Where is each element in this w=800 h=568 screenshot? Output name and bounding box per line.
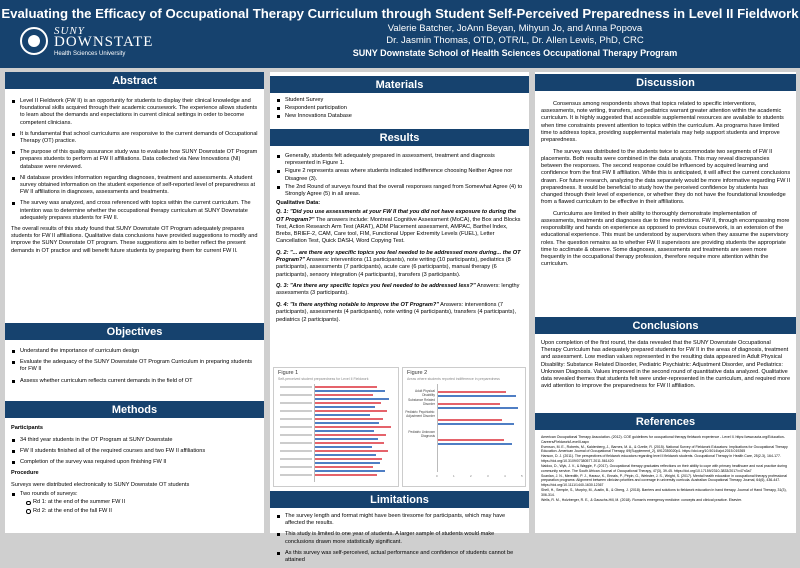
- figure-2-tick: 3: [487, 474, 489, 478]
- procedure-label: Procedure: [11, 470, 39, 477]
- abstract-bullet: It is fundamental that school curriculums are responsive to the current demands of Occupational Therapy (OT) practice.: [11, 131, 259, 145]
- figure-1-bar: [315, 446, 372, 448]
- participant-item: 34 third year students in the OT Program at SUNY Downstate: [11, 437, 259, 444]
- figure-2-tick: 2: [470, 474, 472, 478]
- figure-1-bar: [315, 394, 373, 396]
- methods-body: [11, 425, 259, 516]
- participant-item: FW II students finished all of the required courses and two FW II affiliations: [11, 448, 259, 455]
- discussion-heading: Discussion: [535, 74, 796, 91]
- institution: SUNY Downstate School of Health Sciences Occupational Therapy Program: [352, 48, 678, 58]
- material-item: Respondent participation: [276, 105, 524, 112]
- abstract-body: [11, 98, 259, 259]
- result-item: The 2nd Round of surveys found that the overall responses ranged from Somewhat Agree (4) to Strongly Agree (5) in all areas.: [276, 184, 524, 198]
- authors-line-2: Dr. Jasmin Thomas, OTD, OTR/L, Dr. Allen Lewis, PhD, CRC: [386, 35, 644, 46]
- figure-1-bar: [315, 470, 385, 472]
- abstract-bullet: The purpose of this quality assurance study was to evaluate how SUNY Downstate OT Program prepares students to perform at FW II affiliations. Data collected via New Innovations (NI) database were reviewed.: [11, 149, 259, 171]
- figure-1-bar: [315, 418, 383, 420]
- material-item: Student Survey: [276, 97, 524, 104]
- answer-1-text: The answers include: Montreal Cognitive Assessment (MoCA), the Box and Blocks Test, Action Research Arm Test (ARAT), ADM Placement assessment, AMPAC, Barthel Index, Brebs, BRIEF-2, CAM, Care tool, FIM, Functional Upper Extremity Levels (FUEL), Letter Cancellation Test, Quick DASH, Word Copying Test.: [276, 216, 521, 245]
- figure-2-title: Figure 2: [407, 370, 428, 376]
- question-3: [276, 283, 524, 297]
- result-item: Figure 2 represents areas where students indicated indifference choosing Neither Agree nor Disagree (3).: [276, 168, 524, 182]
- objective-item: Assess whether curriculum reflects current demands in the field of OT: [11, 378, 259, 385]
- limitation-item: As this survey was self-perceived, actual performance and confidence of students cannot be attained: [276, 550, 524, 564]
- figure-2-bar: [438, 419, 502, 421]
- objectives-heading: Objectives: [5, 323, 264, 340]
- authors-line-1: Valerie Batcher, JoAnn Beyan, Mihyun Jo, and Anna Popova: [387, 23, 643, 34]
- limitation-item: This study is limited to one year of students. A larger sample of students would make conclusions drawn more statistically significant.: [276, 531, 524, 545]
- answer-3-text: Answers: lengthy assessments (3 participants).: [276, 283, 520, 297]
- discussion-paragraph: Consensus among respondents shows that topics related to specific interventions, assessments, note writing, transfers, and pediatrics warrant greater attention within the academic curriculum. It is highly suggested that accessible supplemental resources are available to students when time constraints prevent attention to topics within the curriculum. As programs have limited time to address topics, providing supplemental materials may help support students and improve preparedness.: [541, 101, 784, 144]
- abstract-closing: The overall results of this study found that SUNY Downstate OT Program adequately prepares students for FW II affiliations. Qualitative data conclusions have provided suggestions to modify and improve the SUNY Downstate OT program. These suggestions aim to better reflect the present demands in OT practice and will benefit future students by preparing them for current FW II.: [11, 226, 258, 254]
- discussion-body: [541, 101, 791, 273]
- figure-1-category-line: [280, 394, 312, 396]
- figure-1-bar: [315, 402, 381, 404]
- references-heading: References: [535, 413, 796, 430]
- figure-2: [402, 367, 526, 487]
- figure-1: [273, 367, 399, 487]
- question-2-text: Q. 2: "... are there any specific topics you feel needed to be addressed more during... the OT Program?": [276, 249, 521, 264]
- figure-1-bar: [315, 434, 386, 436]
- figure-1-category-line: [280, 474, 312, 476]
- middle-column: [270, 72, 529, 564]
- figure-1-bar: [315, 438, 378, 440]
- figure-2-bar: [438, 407, 518, 409]
- figure-1-bar: [315, 410, 387, 412]
- figure-1-category-line: [280, 386, 312, 388]
- reference-item: Evenson, M. E., Roberts, M., Kaldenberg, J., Barnes, M. A., & Ozelie, R. (2015). National Survey of Fieldwork Educators: Implications for Occupational Therapy Education. American Journal of Occupational Therapy, 69(Supplement_2), 6912350020p1. https://doi.org/10.5014/ajot.2015.019265: [541, 444, 788, 454]
- reference-item: Wells, R. M., Holzberger, R. E., & Gauschs-Hill, M. (2018). Roman's emergency medicine: concepts and clinical practice. Elsevier.: [541, 497, 742, 502]
- figure-2-bar: [438, 423, 514, 425]
- figure-2-category: Pediatric Unknown Diagnosis: [408, 430, 435, 438]
- logo-suny: SUNY: [54, 25, 85, 37]
- participants-label: Participants: [11, 425, 44, 431]
- figure-1-category-line: [280, 466, 312, 468]
- figure-1-bar: [315, 422, 379, 424]
- reference-item: Naidoo, D., Wyk, J. V., & Waggie, F. (2017). Occupational therapy graduates reflections on their ability to cope with primary healthcare and rural practice during community service. The South African Journal of Occupational Therapy, 47(3), 39-45. https://doi.org/10.17159/2310-3833/2017/v47n3a7: [541, 464, 787, 473]
- question-1: [276, 209, 524, 245]
- abstract-bullet: NI database provides information regarding diagnoses, treatment and assessments. A student survey obtained information on the student experience of self-reported level of preparedness at FW II affiliations in diagnoses, assessments and treatments.: [11, 175, 259, 197]
- figure-1-bar: [315, 462, 380, 464]
- logo-subtitle: Health Sciences University: [54, 51, 126, 57]
- reference-item: American Occupational Therapy Association. (2012). COE guidelines for occupational therapy fieldwork experience - Level II. https://www.aota.org/Education-Careers/Fieldwork/LevelII.aspx: [541, 435, 785, 444]
- figure-2-tick: 4: [504, 474, 506, 478]
- poster-header: [0, 0, 800, 68]
- limitations-body: [276, 513, 524, 568]
- figure-1-subtitle: Self-perceived student preparedness for Level II Fieldwork: [278, 377, 369, 381]
- figure-1-bar: [315, 406, 375, 408]
- qualitative-label: Qualitative Data:: [276, 200, 321, 207]
- figure-1-bar: [315, 386, 377, 388]
- figure-1-bar: [315, 474, 377, 476]
- figure-1-bar: [315, 430, 374, 432]
- figure-1-bar: [315, 454, 376, 456]
- figure-2-category: Substance Related Disorder: [408, 398, 435, 406]
- conclusions-body: [541, 340, 791, 395]
- discussion-paragraph: The survey was distributed to the students twice to accommodate two segments of FW II placements. Both results were combined in the data analysis. This may reveal discrepancies between the responses. The second response could be influenced by acquired learning and confidence from the first FW II affiliation. While this is anticipated, it will affect the current conclusions drawn. For future research, analyzing the data separately would be more informative regarding FW II preparedness. It would be beneficial to study how the perceived confidence by students has changed through their level of experience, or whether they do not have the foundational knowledge from a flawed curriculum to be effective in their affiliations.: [541, 148, 791, 206]
- figure-1-bar: [315, 466, 373, 468]
- figure-2-bar: [438, 391, 506, 393]
- figure-2-category: Adult Physical Disability: [414, 389, 435, 397]
- figure-1-category-line: [280, 458, 312, 460]
- figure-2-axis: [437, 384, 438, 472]
- question-3-text: Q. 3: "Are there any specific topics you feel needed to be addressed less?": [276, 283, 476, 290]
- figure-1-bar: [315, 426, 391, 428]
- figure-2-tick: 0: [436, 474, 438, 478]
- seal-icon: [20, 27, 48, 55]
- conclusions-text: Upon completion of the first round, the data revealed that the SUNY Downstate Occupational Therapy Curriculum has adequately prepared students for FW II in the areas of diagnosis, treatment and assessment. Low median values represented in the resulting data appeared in Adult Physical Disability: Substance Related Disorder, Pediatric Psychiatric: Adjustment Disorder, and Pediatrics: Unknown Diagnosis. Values improved in the second round of quantitative data analyzed. Qualitative data revealed themes that students felt were under-represented in the curriculum, and required more avid attention to improve the preparedness for FW II affiliation.: [541, 340, 791, 390]
- figure-1-bar: [315, 458, 382, 460]
- figure-1-category-line: [280, 426, 312, 428]
- figure-2-bar: [438, 403, 500, 405]
- procedure-intro: Surveys were distributed electronically to SUNY Downstate OT students: [11, 482, 190, 489]
- result-item: Generally, students felt adequately prepared in assessment, treatment and diagnosis represented in Figure 1.: [276, 153, 524, 167]
- figure-1-category-line: [280, 418, 312, 420]
- question-1-text: Q. 1: "Did you use assessments at your FW II that you did not have exposure to during the OT Program?": [276, 209, 517, 223]
- answer-2-text: Answers: interventions (11 participants), note writing (10 participants), pediatrics (8 participants), assessments (7 participants), acute care (6 participants), manual therapy (6 participants), sensory integration (4 participants), transfers (3 participants).: [276, 257, 511, 278]
- materials-heading: Materials: [270, 76, 529, 93]
- question-4: [276, 302, 524, 324]
- figure-1-category-line: [280, 410, 312, 412]
- abstract-heading: Abstract: [5, 72, 264, 89]
- question-4-text: Q. 4: "Is there anything notable to improve the OT Program?": [276, 302, 439, 309]
- round-item: Rd 1: at the end of the summer FW II: [25, 499, 259, 506]
- figure-1-bar: [315, 442, 384, 444]
- objective-item: Understand the importance of curriculum design: [11, 348, 259, 355]
- question-2: [276, 250, 524, 279]
- figure-2-tick: 5: [521, 474, 523, 478]
- objectives-body: [11, 348, 259, 389]
- procedure-item: Two rounds of surveys:: [11, 491, 259, 498]
- figure-2-subtitle: Areas where students reported indifference in preparedness: [407, 377, 500, 381]
- figure-2-bar: [438, 439, 504, 441]
- abstract-bullet: Level II Fieldwork (FW II) is an opportunity for students to display their clinical knowledge and foundational skills acquired through their academic coursework. The experience allows students to learn about the demands and expectations in current clinical settings in order to become competent clinicians.: [11, 98, 259, 127]
- conclusions-heading: Conclusions: [535, 317, 796, 334]
- reference-item: Shell, H., Semple, S., Murphy, M., Austin, B., & Oberg, J. (2018). Barriers and solutions to fieldwork education in hand therapy. Journal of Hand Therapy, 31(3), 306-314.: [541, 488, 787, 497]
- participant-item: Completion of the survey was required upon finishing FW II: [11, 459, 259, 466]
- materials-body: [276, 97, 524, 122]
- figure-2-tick: 1: [453, 474, 455, 478]
- material-item: New Innovations Database: [276, 113, 524, 120]
- figure-1-bar: [315, 398, 389, 400]
- figure-2-bar: [438, 395, 516, 397]
- poster-title: Evaluating the Efficacy of Occupational Therapy Curriculum through Student Self-Perceived Preparedness in Level II Fieldwork: [1, 6, 799, 21]
- figure-1-bar: [315, 414, 370, 416]
- figure-1-category-line: [280, 434, 312, 436]
- objective-item: Evaluate the adequacy of the SUNY Downstate OT Program Curriculum in preparing students for FW II: [11, 359, 259, 373]
- methods-heading: Methods: [5, 401, 264, 418]
- figure-1-bar: [315, 390, 385, 392]
- results-body: [276, 153, 524, 328]
- reference-item: Hanson, D. J. (2011). The perspectives of fieldwork educators regarding level II fieldwork students. Occupational Therapy in Health Care, 25(2-3), 164-177. https://doi.org/10.3109/07380577.2011.561420: [541, 454, 781, 463]
- figure-2-category: Pediatric Psychiatric: Adjustment Disorder: [405, 410, 435, 418]
- limitations-heading: Limitations: [270, 491, 529, 508]
- limitation-item: The survey length and format might have been tiresome for participants, which may have affected the results.: [276, 513, 524, 527]
- logo-downstate: DOWNSTATE: [54, 34, 154, 50]
- figure-1-bar: [315, 450, 388, 452]
- figure-1-category-line: [280, 402, 312, 404]
- reference-item: Scanlan, J. N., Meredith, P. J., Haracz, K., Ennals, P., Pépin, G., Webster, J. S., Wright, S. (2017). Mental health education in occupational therapy professional preparation programs: Alignment between clinician priorities and coverage in university curricula. Australian Occupational Therapy Journal, 64(6), 436-447. https://doi.org/10.1111/1440-1630.12367: [541, 473, 788, 487]
- round-item: Rd 2: at the end of the fall FW II: [25, 508, 259, 515]
- university-logo: [20, 25, 170, 63]
- figure-1-category-line: [280, 442, 312, 444]
- results-heading: Results: [270, 129, 529, 146]
- abstract-bullet: The survey was analyzed, and cross referenced with topics within the current curriculum. The intention was to determine whether the occupational therapy curriculum at SUNY Downstate adequately prepares students for FW II.: [11, 200, 259, 222]
- right-column: [535, 72, 796, 533]
- figure-2-bar: [438, 443, 512, 445]
- figure-1-title: Figure 1: [278, 370, 299, 376]
- left-column: [5, 72, 264, 533]
- references-body: [541, 435, 791, 503]
- figure-1-category-line: [280, 450, 312, 452]
- discussion-paragraph: Curriculums are limited in their ability to thoroughly demonstrate implementation of assessments, treatments and diagnoses due to time restrictions. FW II, through encompassing more responsibility and hands on experience as opposed to previous coursework, is an extension of the educational experience. This must be understood by supervisors when they assume the supervisory roles. The question remains as to whether FW II supervisors are providing students the appropriate time to acclimate & observe. Some diagnoses, assessments and treatments are seen more frequently in the occupational therapy profession, therefore require more attention within the curriculum.: [541, 210, 790, 268]
- answer-4-text: Answers: interventions (7 participants), assessments (4 participants), note writing (4 participants), transfers (4 participants), pediatrics (2 participants).: [276, 302, 517, 323]
